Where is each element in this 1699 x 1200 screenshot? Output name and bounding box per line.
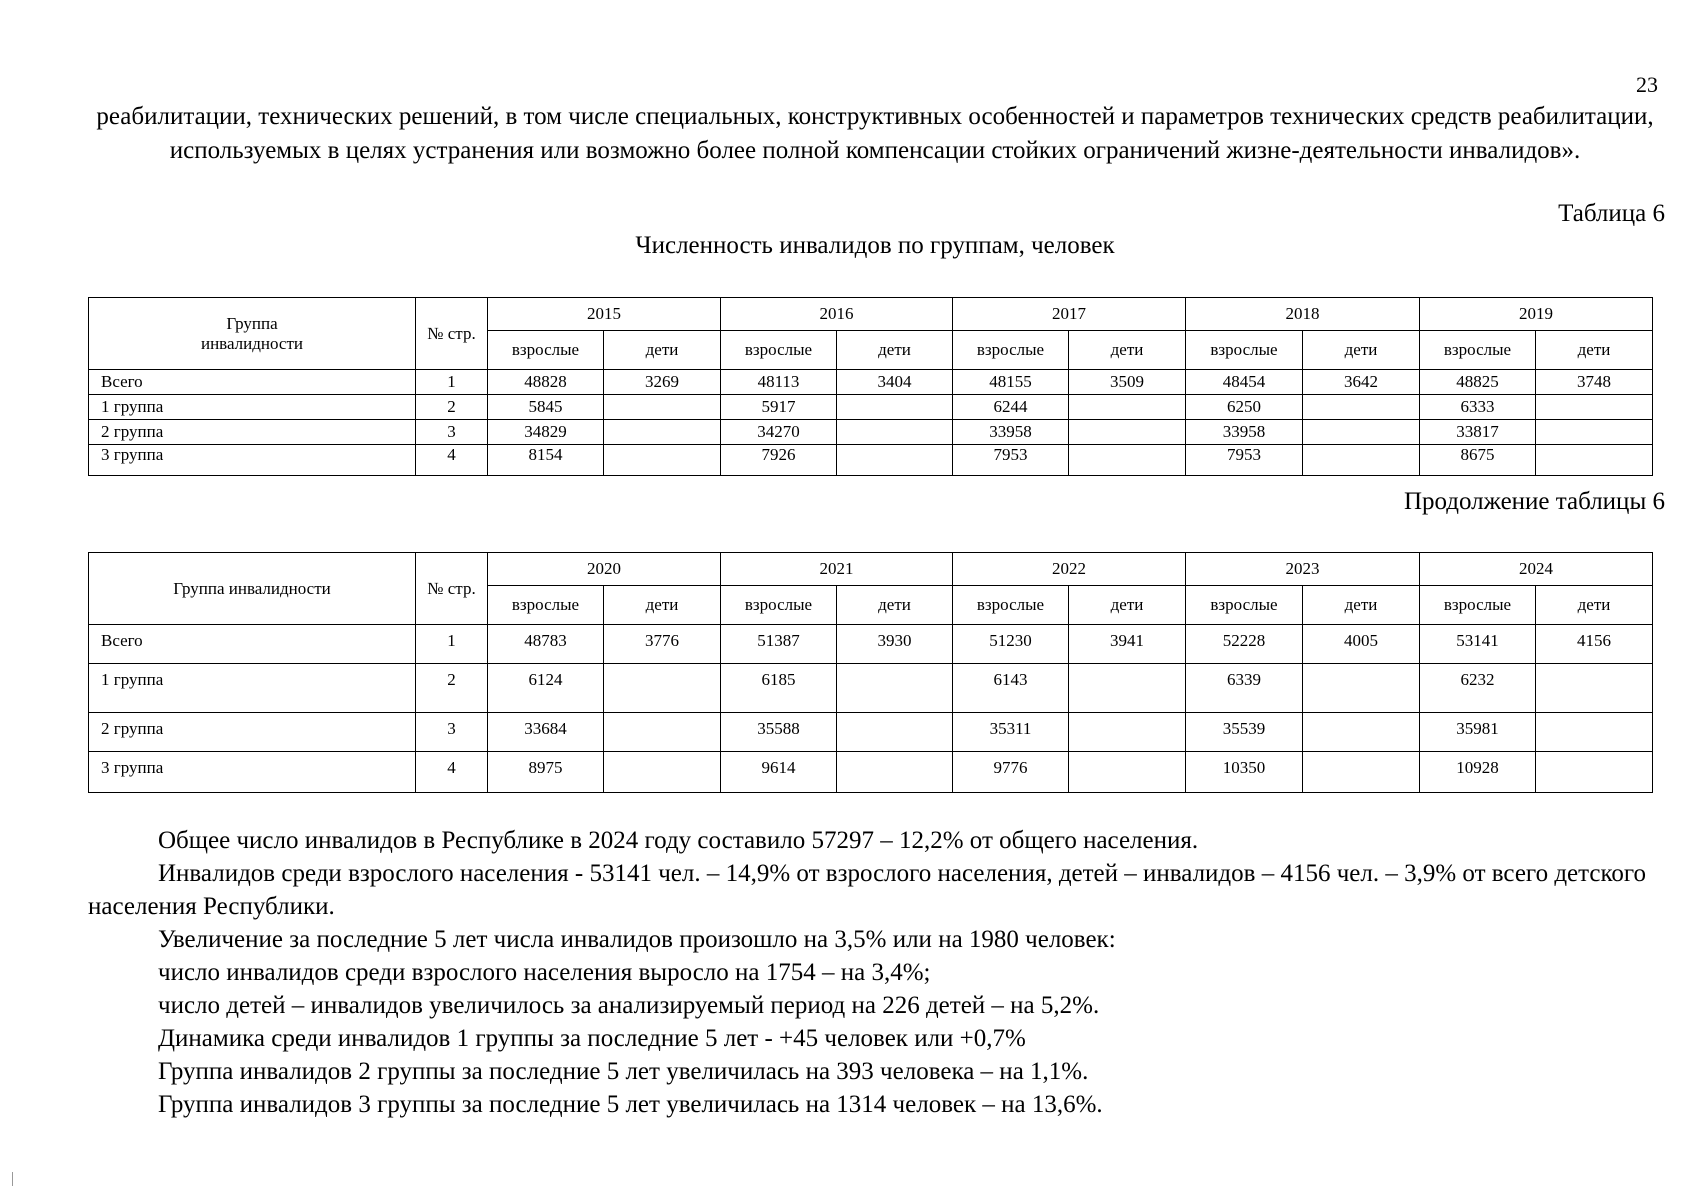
adults-value: 51230: [953, 625, 1069, 664]
row-number: 3: [416, 713, 488, 752]
table-row: [89, 752, 1653, 793]
adults-value: 33958: [953, 420, 1069, 445]
adults-value: 51387: [721, 625, 837, 664]
adults-value: 35588: [721, 713, 837, 752]
children-header: дети: [1303, 586, 1420, 625]
children-value: 3941: [1069, 625, 1186, 664]
children-header: дети: [604, 331, 721, 370]
table-row: [89, 370, 1653, 395]
table-row: [89, 713, 1653, 752]
children-value: [604, 445, 721, 476]
adults-value: 48155: [953, 370, 1069, 395]
adults-value: 35311: [953, 713, 1069, 752]
year-header: 2016: [721, 298, 953, 331]
adults-value: 5917: [721, 395, 837, 420]
adults-value: 6143: [953, 664, 1069, 713]
row-group-name: 2 группа: [89, 713, 416, 752]
continuation-label: Продолжение таблицы 6: [1403, 488, 1665, 515]
children-value: [837, 395, 953, 420]
table-row: [89, 625, 1653, 664]
children-value: 3404: [837, 370, 953, 395]
children-value: 3930: [837, 625, 953, 664]
group-header: Группа инвалидности: [89, 553, 416, 625]
children-value: [1536, 664, 1653, 713]
adults-header: взрослые: [1420, 586, 1536, 625]
children-value: [837, 445, 953, 476]
children-value: [1303, 420, 1420, 445]
row-number: 3: [416, 420, 488, 445]
children-value: [1536, 395, 1653, 420]
adults-value: 34270: [721, 420, 837, 445]
adults-header: взрослые: [488, 331, 604, 370]
adults-header: взрослые: [488, 586, 604, 625]
year-header: 2018: [1186, 298, 1420, 331]
year-header: 2019: [1420, 298, 1653, 331]
adults-value: 6333: [1420, 395, 1536, 420]
adults-value: 35539: [1186, 713, 1303, 752]
adults-value: 5845: [488, 395, 604, 420]
margin-mark: [12, 1172, 13, 1186]
children-value: [837, 420, 953, 445]
group-header: Группа инвалидности: [89, 298, 416, 370]
children-value: 3509: [1069, 370, 1186, 395]
adults-value: 9614: [721, 752, 837, 793]
adults-header: взрослые: [1186, 331, 1303, 370]
adults-value: 7926: [721, 445, 837, 476]
summary-paragraph: Динамика среди инвалидов 1 группы за последние 5 лет - +45 человек или +0,7%: [158, 1025, 1026, 1052]
row-group-name: Всего: [89, 625, 416, 664]
table-row: [89, 664, 1653, 713]
children-value: [1536, 752, 1653, 793]
adults-value: 8975: [488, 752, 604, 793]
adults-value: 35981: [1420, 713, 1536, 752]
children-value: [1303, 395, 1420, 420]
row-group-name: 3 группа: [89, 445, 416, 476]
summary-paragraph: Увеличение за последние 5 лет числа инвалидов произошло на 3,5% или на 1980 человек:: [158, 926, 1116, 953]
children-header: дети: [1536, 331, 1653, 370]
adults-value: 10928: [1420, 752, 1536, 793]
children-value: [837, 664, 953, 713]
children-value: [1303, 752, 1420, 793]
adults-value: 48113: [721, 370, 837, 395]
year-header: 2023: [1186, 553, 1420, 586]
table-title: Численность инвалидов по группам, человек: [635, 232, 1115, 259]
adults-value: 9776: [953, 752, 1069, 793]
children-value: [1069, 664, 1186, 713]
children-header: дети: [837, 331, 953, 370]
children-value: 3269: [604, 370, 721, 395]
summary-paragraph: Инвалидов среди взрослого населения - 53141 чел. – 14,9% от взрослого населения, детей – инвалидов – 4156 чел. – 3,9% от всего детского населения Республики.: [88, 860, 1646, 920]
children-header: дети: [1303, 331, 1420, 370]
adults-value: 48783: [488, 625, 604, 664]
adults-header: взрослые: [721, 331, 837, 370]
children-header: дети: [837, 586, 953, 625]
adults-value: 33684: [488, 713, 604, 752]
children-header: дети: [604, 586, 721, 625]
children-value: [837, 752, 953, 793]
year-header: 2022: [953, 553, 1186, 586]
adults-value: 6250: [1186, 395, 1303, 420]
year-header: 2021: [721, 553, 953, 586]
adults-header: взрослые: [1186, 586, 1303, 625]
year-header: 2024: [1420, 553, 1653, 586]
adults-value: 7953: [953, 445, 1069, 476]
children-value: [604, 395, 721, 420]
row-number: 1: [416, 370, 488, 395]
adults-value: 48828: [488, 370, 604, 395]
adults-header: взрослые: [1420, 331, 1536, 370]
summary-paragraph: Группа инвалидов 3 группы за последние 5 лет увеличилась на 1314 человек – на 13,6%.: [158, 1091, 1103, 1118]
table-row: [89, 420, 1653, 445]
children-value: [604, 664, 721, 713]
row-number-header: № стр.: [416, 553, 488, 625]
children-value: 3642: [1303, 370, 1420, 395]
row-group-name: 1 группа: [89, 664, 416, 713]
table-row: [89, 395, 1653, 420]
year-header: 2020: [488, 553, 721, 586]
adults-value: 6232: [1420, 664, 1536, 713]
children-header: дети: [1069, 331, 1186, 370]
summary-paragraph: Общее число инвалидов в Республике в 2024 году составило 57297 – 12,2% от общего населения.: [158, 827, 1199, 854]
adults-value: 33958: [1186, 420, 1303, 445]
children-value: [1303, 713, 1420, 752]
children-value: [1536, 445, 1653, 476]
adults-value: 33817: [1420, 420, 1536, 445]
table-label: Таблица 6: [1558, 200, 1665, 227]
intro-paragraph: реабилитации, технических решений, в том числе специальных, конструктивных особенностей и параметров технических средств реабилитации, используемых в целях устранения или возможно более полной компенсации стойких ограничений жизне-деятельности инвалидов».: [96, 103, 1654, 164]
children-value: [1069, 420, 1186, 445]
adults-value: 53141: [1420, 625, 1536, 664]
adults-value: 7953: [1186, 445, 1303, 476]
children-header: дети: [1536, 586, 1653, 625]
children-value: [1303, 445, 1420, 476]
children-value: [604, 420, 721, 445]
children-value: [1536, 420, 1653, 445]
adults-value: 48825: [1420, 370, 1536, 395]
adults-value: 48454: [1186, 370, 1303, 395]
children-value: [837, 713, 953, 752]
row-group-name: 2 группа: [89, 420, 416, 445]
row-number: 4: [416, 752, 488, 793]
children-value: [1536, 713, 1653, 752]
summary-text: [88, 824, 1668, 1121]
adults-value: 8154: [488, 445, 604, 476]
year-header: 2015: [488, 298, 721, 331]
summary-paragraph: Группа инвалидов 2 группы за последние 5 лет увеличилась на 393 человека – на 1,1%.: [158, 1058, 1089, 1085]
year-header: 2017: [953, 298, 1186, 331]
row-number: 2: [416, 395, 488, 420]
adults-header: взрослые: [953, 331, 1069, 370]
row-number-header: № стр.: [416, 298, 488, 370]
children-value: 4156: [1536, 625, 1653, 664]
children-value: [604, 752, 721, 793]
row-group-name: 1 группа: [89, 395, 416, 420]
children-value: 3776: [604, 625, 721, 664]
row-number: 2: [416, 664, 488, 713]
children-value: [1069, 752, 1186, 793]
children-header: дети: [1069, 586, 1186, 625]
adults-header: взрослые: [953, 586, 1069, 625]
children-value: [1303, 664, 1420, 713]
adults-value: 6339: [1186, 664, 1303, 713]
page-number: 23: [1636, 72, 1658, 97]
row-group-name: 3 группа: [89, 752, 416, 793]
adults-value: 52228: [1186, 625, 1303, 664]
children-value: 3748: [1536, 370, 1653, 395]
row-number: 1: [416, 625, 488, 664]
children-value: [604, 713, 721, 752]
adults-value: 10350: [1186, 752, 1303, 793]
table-row: [89, 445, 1653, 476]
adults-value: 6124: [488, 664, 604, 713]
row-group-name: Всего: [89, 370, 416, 395]
summary-paragraph: число инвалидов среди взрослого населения выросло на 1754 – на 3,4%;: [158, 959, 931, 986]
children-value: [1069, 395, 1186, 420]
adults-value: 6185: [721, 664, 837, 713]
summary-paragraph: число детей – инвалидов увеличилось за анализируемый период на 226 детей – на 5,2%.: [158, 992, 1100, 1019]
adults-value: 6244: [953, 395, 1069, 420]
disability-table-2020-2024: [88, 552, 1653, 793]
children-value: [1069, 445, 1186, 476]
children-value: 4005: [1303, 625, 1420, 664]
disability-table-2015-2019: [88, 297, 1653, 476]
adults-value: 8675: [1420, 445, 1536, 476]
row-number: 4: [416, 445, 488, 476]
adults-value: 34829: [488, 420, 604, 445]
adults-header: взрослые: [721, 586, 837, 625]
children-value: [1069, 713, 1186, 752]
